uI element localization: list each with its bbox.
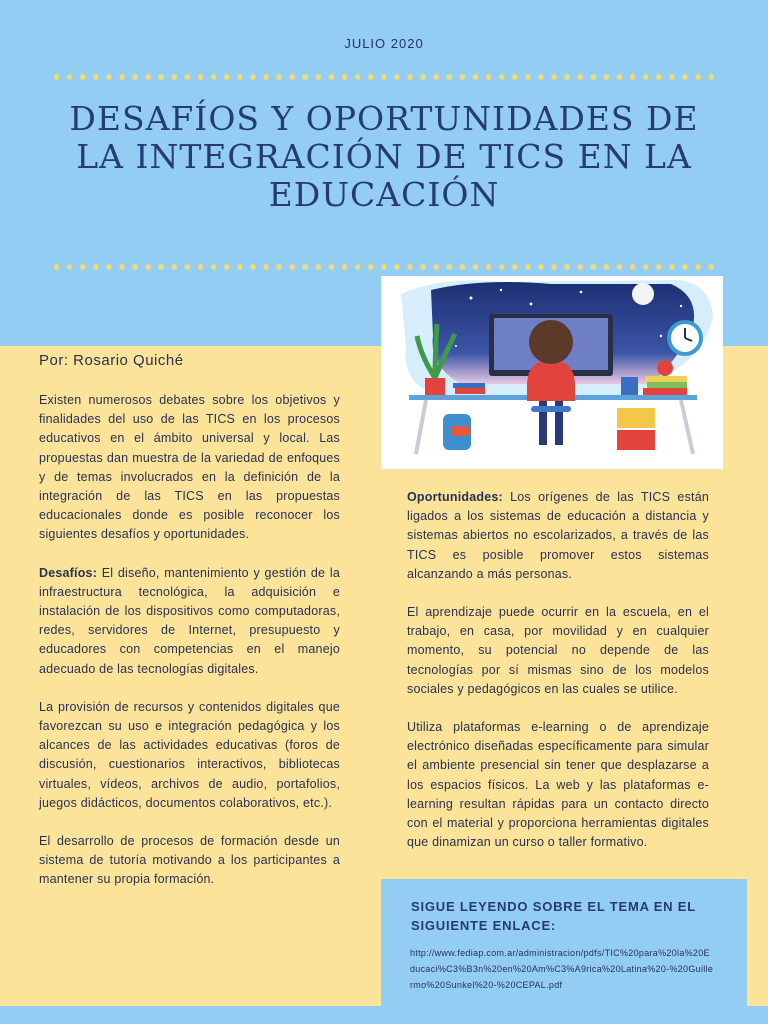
footer-strip — [0, 1006, 768, 1024]
cup-icon — [621, 377, 638, 395]
oportunidades-label: Oportunidades: — [407, 490, 503, 504]
provision-paragraph: La provisión de recursos y contenidos digitales que favorezcan su uso e integración pedagógica y los alcances de las actividades educativas (foros de discusión, cuestionarios interactivos, bibliotecas virtuales, vídeos, archivos de audio, portafolios, juegos didácticos, documentos colaborativos, etc.). — [39, 699, 340, 810]
illustration-svg — [381, 276, 723, 469]
dotted-divider-top — [50, 74, 718, 80]
further-reading-box — [381, 879, 747, 1006]
right-column — [407, 488, 709, 871]
apple-icon — [657, 360, 673, 376]
further-reading-title: SIGUE LEYENDO SOBRE EL TEMA EN EL SIGUIENTE ENLACE: — [411, 899, 696, 933]
student-figure — [527, 360, 575, 401]
aprendizaje-paragraph: El aprendizaje puede ocurrir en la escuela, en el trabajo, en casa, por movilidad y en cualquier momento, su potencial no depende de las tecnologías por sí mismas sino de los modelos sociales y pedagógicos en las cuales se utilice. — [407, 605, 709, 696]
page-title: DESAFÍOS Y OPORTUNIDADES DE LA INTEGRACIÓN DE TICS EN LA EDUCACIÓN — [69, 99, 699, 214]
issue-date: JULIO 2020 — [344, 36, 424, 51]
moon-icon — [632, 283, 654, 305]
formacion-paragraph: El desarrollo de procesos de formación desde un sistema de tutoría motivando a los participantes a mantener su propia formación. — [39, 834, 340, 887]
desafios-text: El diseño, mantenimiento y gestión de la infraestructura tecnológica, la adquisición e instalación de los dispositivos como computadoras, redes, servidores de Internet, presupuesto y educadores con competencias en el manejo adecuado de las tecnologías digitales. — [39, 565, 340, 676]
desafios-label: Desafíos: — [39, 565, 98, 580]
further-reading-link[interactable]: http://www.fediap.com.ar/administracion/pdfs/TIC%20para%20la%20Educaci%C3%B3n%20en%20Am%C3%A9rica%20Latina%20-%20Guillermo%20Sunkel%20-%20CEPAL.pdf — [410, 948, 714, 990]
author-byline: Por: Rosario Quiché — [39, 352, 184, 369]
drawer-icon — [617, 408, 655, 428]
intro-paragraph: Existen numerosos debates sobre los objetivos y finalidades del uso de las TICS en los procesos educativos en el ámbito universal y local. Las propuestas dan muestra de la variedad de enfoques y de temas involucrados en la definición de la integración de las TICS en las propuestas educacionales donde es posible reconocer los siguientes desafíos y oportunidades. — [39, 393, 340, 542]
student-at-computer-illustration — [381, 276, 723, 469]
oportunidades-text: Los orígenes de las TICS están ligados a los sistemas de educación a distancia y sistemas abiertos no escolarizados, a través de las TICS es posible promover estos sistemas alcanzando a más personas. — [407, 490, 709, 581]
dotted-divider-bottom — [50, 264, 718, 270]
plataformas-paragraph: Utiliza plataformas e-learning o de aprendizaje electrónico diseñadas específicamente para simular el ambiente presencial sin tener que desplazarse a los espacios físicos. La web y las plataformas e-learning resultan rápidas para un contacto directo con el material y proporciona herramientas digitales que dinamizan un curso o taller formativo. — [407, 720, 709, 850]
left-column — [39, 391, 340, 909]
plant-pot-icon — [425, 378, 445, 395]
desafios-paragraph — [39, 564, 340, 679]
oportunidades-paragraph — [407, 488, 709, 584]
